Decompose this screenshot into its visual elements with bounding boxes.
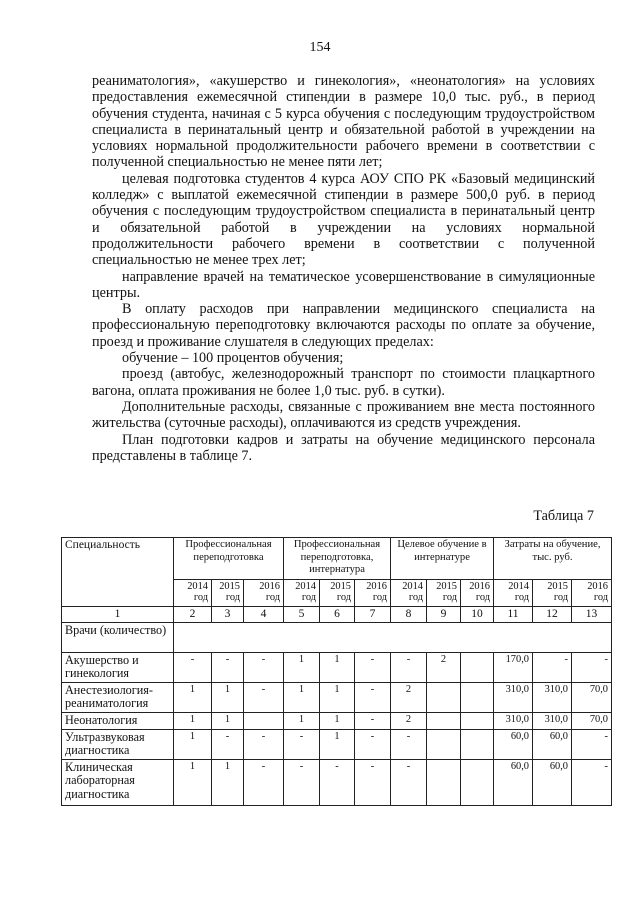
table-cell — [427, 759, 461, 805]
table-cell: - — [391, 652, 427, 682]
table-body — [62, 652, 612, 805]
page-number: 154 — [309, 40, 331, 55]
table-cell: 310,0 — [494, 712, 533, 729]
column-number: 8 — [391, 607, 427, 623]
section-filler — [174, 622, 612, 652]
column-number: 5 — [284, 607, 320, 623]
table-cell: - — [533, 652, 572, 682]
column-number: 9 — [427, 607, 461, 623]
table-header-row — [62, 538, 612, 580]
table-cell — [461, 759, 494, 805]
specialty-name: Анестезиология-реаниматология — [62, 682, 174, 712]
table-cell — [461, 682, 494, 712]
table-cell: - — [284, 729, 320, 759]
paragraph: обучение – 100 процентов обучения; — [122, 350, 344, 367]
year-label: 2015 год — [212, 580, 244, 607]
paragraph: План подготовки кадров и затраты на обучение медицинского персонала представлены в таблице 7. — [92, 431, 595, 464]
column-number: 1 — [62, 607, 174, 623]
column-number: 12 — [533, 607, 572, 623]
table-cell: 2 — [427, 652, 461, 682]
table-section-row — [62, 622, 612, 652]
table-cell: 310,0 — [494, 682, 533, 712]
table-cell: - — [212, 729, 244, 759]
table-cell: 1 — [284, 712, 320, 729]
table-row — [62, 729, 612, 759]
table-cell: 60,0 — [494, 729, 533, 759]
paragraph: целевая подготовка студентов 4 курса АОУ СПО РК «Базовый медицинский колледж» с выплатой ежемесячной стипендии в размере 500,0 руб. в период обучения с последующим трудоустройством специалиста в перинатальный центр и обязательной работой в учреждении на условиях нормальной продолжительности рабочего времени в соответствии с полученной специальностью не менее трех лет; — [92, 170, 595, 269]
specialty-name: Клиническая лабораторная диагностика — [62, 759, 174, 805]
table-cell: 1 — [320, 712, 355, 729]
column-number: 10 — [461, 607, 494, 623]
column-number: 6 — [320, 607, 355, 623]
header-group: Профессиональная переподготовка — [174, 538, 284, 580]
table-cell: 1 — [212, 682, 244, 712]
table-cell: 2 — [391, 712, 427, 729]
header-group: Целевое обучение в интернатуре — [391, 538, 494, 580]
table-cell: - — [391, 759, 427, 805]
year-label: 2014 год — [174, 580, 212, 607]
table-cell: 310,0 — [533, 712, 572, 729]
table-cell: 170,0 — [494, 652, 533, 682]
specialty-name: Ультразвуковая диагностика — [62, 729, 174, 759]
table-caption: Таблица 7 — [533, 508, 594, 524]
year-label: 2015 год — [533, 580, 572, 607]
table-cell: 70,0 — [572, 712, 612, 729]
section-label: Врачи (количество) — [62, 622, 174, 652]
table-row — [62, 652, 612, 682]
table-cell: - — [320, 759, 355, 805]
table-cell: - — [572, 652, 612, 682]
table-cell: - — [355, 682, 391, 712]
table-cell: - — [355, 652, 391, 682]
paragraph: направление врачей на тематическое усовершенствование в симуляционные центры. — [92, 268, 595, 301]
column-number: 11 — [494, 607, 533, 623]
table-row — [62, 759, 612, 805]
year-label: 2016 год — [461, 580, 494, 607]
training-plan-table — [61, 537, 612, 806]
table-row — [62, 682, 612, 712]
column-number: 7 — [355, 607, 391, 623]
header-specialty: Специальность — [62, 538, 174, 607]
table-cell: - — [572, 729, 612, 759]
table-cell: - — [355, 729, 391, 759]
table-cell — [461, 712, 494, 729]
header-group: Затраты на обучение, тыс. руб. — [494, 538, 612, 580]
paragraph: реаниматология», «акушерство и гинекология», «неонатология» на условиях предоставления ежемесячной стипендии в размере 10,0 тыс. руб., в период обучения студента, начиная с 5 курса обучения с последующим трудоустройством специалиста в перинатальный центр и обязательной работой в учреждении на условиях нормальной продолжительности рабочего времени в соответствии с полученной специальностью не менее пяти лет; — [92, 73, 595, 171]
table-cell: 1 — [174, 729, 212, 759]
paragraph: проезд (автобус, железнодорожный транспорт по стоимости плацкартного вагона, оплата проживания не более 1,0 тыс. руб. в сутки). — [92, 366, 595, 399]
year-label: 2016 год — [244, 580, 284, 607]
year-label: 2015 год — [320, 580, 355, 607]
paragraph: Дополнительные расходы, связанные с проживанием вне места постоянного жительства (суточные расходы), оплачиваются из средств учреждения. — [92, 398, 595, 432]
table-cell — [461, 652, 494, 682]
table-cell: 310,0 — [533, 682, 572, 712]
year-label: 2016 год — [572, 580, 612, 607]
table-cell: 60,0 — [533, 759, 572, 805]
table-cell: 1 — [320, 729, 355, 759]
table-cell — [461, 729, 494, 759]
column-number: 3 — [212, 607, 244, 623]
column-number: 4 — [244, 607, 284, 623]
table-cell: 70,0 — [572, 682, 612, 712]
column-number: 2 — [174, 607, 212, 623]
table-cell: 60,0 — [533, 729, 572, 759]
table-cell: - — [244, 729, 284, 759]
table-cell: 1 — [284, 652, 320, 682]
table-cell: - — [244, 759, 284, 805]
table-cell: - — [355, 712, 391, 729]
table-cell — [427, 682, 461, 712]
year-label: 2016 год — [355, 580, 391, 607]
year-label: 2014 год — [284, 580, 320, 607]
year-label: 2014 год — [494, 580, 533, 607]
table-cell: 1 — [174, 682, 212, 712]
table-cell: 2 — [391, 682, 427, 712]
table-cell: 1 — [284, 682, 320, 712]
table-cell: - — [391, 729, 427, 759]
specialty-name: Неонатология — [62, 712, 174, 729]
header-group: Профессиональная переподготовка, интернатура — [284, 538, 391, 580]
body-text — [92, 73, 595, 464]
table-cell: - — [284, 759, 320, 805]
table-cell: 1 — [320, 682, 355, 712]
table-cell: - — [355, 759, 391, 805]
year-label: 2014 год — [391, 580, 427, 607]
table-column-numbers-row — [62, 607, 612, 623]
table-row — [62, 712, 612, 729]
table-cell: - — [244, 682, 284, 712]
table-cell: 60,0 — [494, 759, 533, 805]
table-cell: 1 — [212, 759, 244, 805]
table-cell — [427, 729, 461, 759]
year-label: 2015 год — [427, 580, 461, 607]
table-cell: - — [572, 759, 612, 805]
paragraph: В оплату расходов при направлении медицинского специалиста на профессиональную переподготовку включаются расходы по оплате за обучение, проезд и проживание слушателя в следующих пределах: — [92, 301, 595, 350]
table-cell: - — [174, 652, 212, 682]
table-cell — [427, 712, 461, 729]
column-number: 13 — [572, 607, 612, 623]
table-cell: 1 — [174, 759, 212, 805]
table-cell: 1 — [212, 712, 244, 729]
specialty-name: Акушерство и гинекология — [62, 652, 174, 682]
table-cell: - — [212, 652, 244, 682]
table-cell — [244, 712, 284, 729]
table-cell: - — [244, 652, 284, 682]
table-cell: 1 — [174, 712, 212, 729]
table-cell: 1 — [320, 652, 355, 682]
